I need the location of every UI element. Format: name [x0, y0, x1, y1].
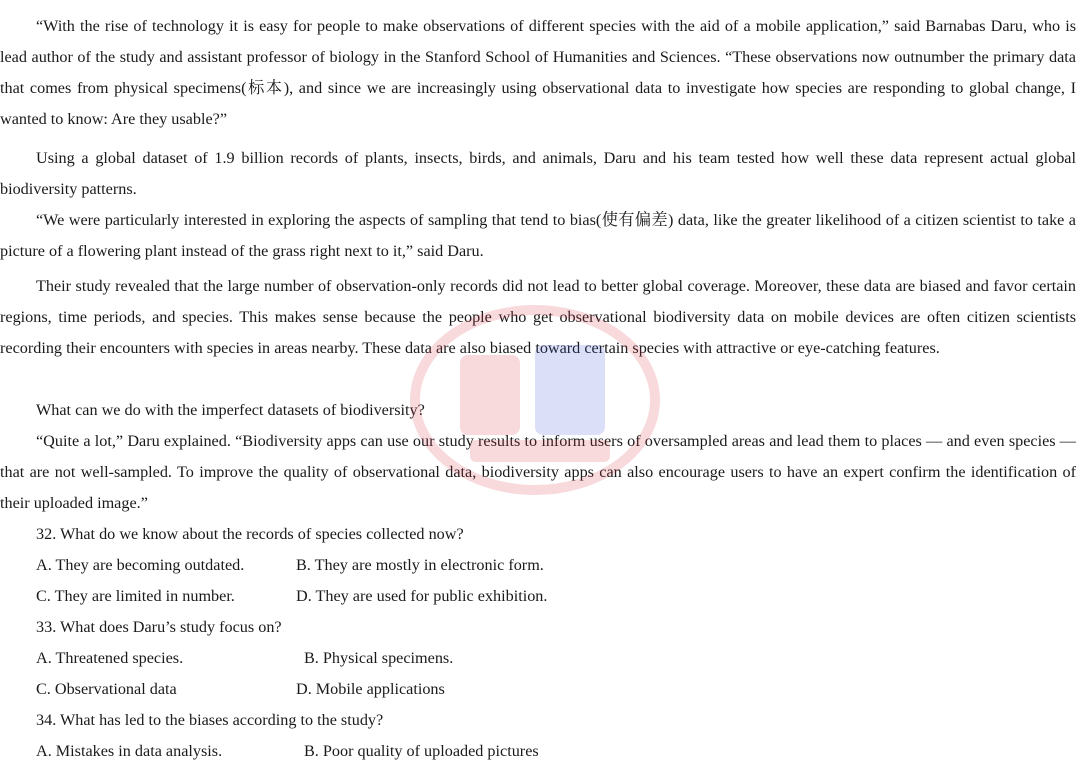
question-32-option-a[interactable]: A. They are becoming outdated. — [36, 556, 245, 574]
question-33-option-c[interactable]: C. Observational data — [36, 680, 177, 698]
question-33-stem: 33. What does Daru’s study focus on? — [36, 618, 282, 636]
question-32 — [0, 519, 1076, 612]
passage-paragraph-2: Using a global dataset of 1.9 billion records of plants, insects, birds, and animals, Daru and his team tested how well these data represent actual global biodiversity patterns. — [0, 149, 1076, 198]
question-32-options-row-2 — [0, 581, 1076, 612]
question-34-option-b[interactable]: B. Poor quality of uploaded pictures — [304, 742, 539, 760]
question-32-option-d[interactable]: D. They are used for public exhibition. — [296, 587, 548, 605]
question-34-options-row-1 — [0, 736, 1076, 767]
passage-paragraph-6: “Quite a lot,” Daru explained. “Biodiversity apps can use our study results to inform users of oversampled areas and lead them to places — and even species — that are not well-sampled. To improve the quality of observational data, biodiversity apps can also encourage users to have an expert confirm the identification of their uploaded image.” — [0, 432, 1076, 512]
question-33-options-row-1 — [0, 643, 1076, 674]
question-33-option-a[interactable]: A. Threatened species. — [36, 649, 184, 667]
passage-paragraph-1: “With the rise of technology it is easy for people to make observations of different species with the aid of a mobile application,” said Barnabas Daru, who is lead author of the study and assistant professor of biology in the Stanford School of Humanities and Sciences. “These observations now outnumber the primary data that comes from physical specimens(标本), and since we are increasingly using observational data to investigate how species are responding to global change, I wanted to know: Are they usable?” — [0, 17, 1076, 128]
question-34-stem: 34. What has led to the biases according to the study? — [36, 711, 384, 729]
question-33-option-b[interactable]: B. Physical specimens. — [304, 649, 454, 667]
question-32-stem: 32. What do we know about the records of species collected now? — [36, 525, 464, 543]
question-32-option-c[interactable]: C. They are limited in number. — [36, 587, 235, 605]
question-32-options-row-1 — [0, 550, 1076, 581]
question-34 — [0, 705, 1076, 767]
question-33-options-row-2 — [0, 674, 1076, 705]
passage-paragraph-4: Their study revealed that the large number of observation-only records did not lead to better global coverage. Moreover, these data are biased and favor certain regions, time periods, and species. This makes sense because the people who get observational biodiversity data on mobile devices are often citizen scientists recording their encounters with species in areas nearby. These data are also biased toward certain species with attractive or eye-catching features. — [0, 277, 1076, 357]
passage-paragraph-3: “We were particularly interested in exploring the aspects of sampling that tend to bias(使有偏差) data, like the greater likelihood of a citizen scientist to take a picture of a flowering plant instead of the grass right next to it,” said Daru. — [0, 211, 1076, 260]
question-34-option-a[interactable]: A. Mistakes in data analysis. — [36, 742, 223, 760]
question-32-option-b[interactable]: B. They are mostly in electronic form. — [296, 556, 544, 574]
passage-paragraph-5: What can we do with the imperfect datasets of biodiversity? — [36, 401, 425, 419]
question-33 — [0, 612, 1076, 705]
question-33-option-d[interactable]: D. Mobile applications — [296, 680, 445, 698]
